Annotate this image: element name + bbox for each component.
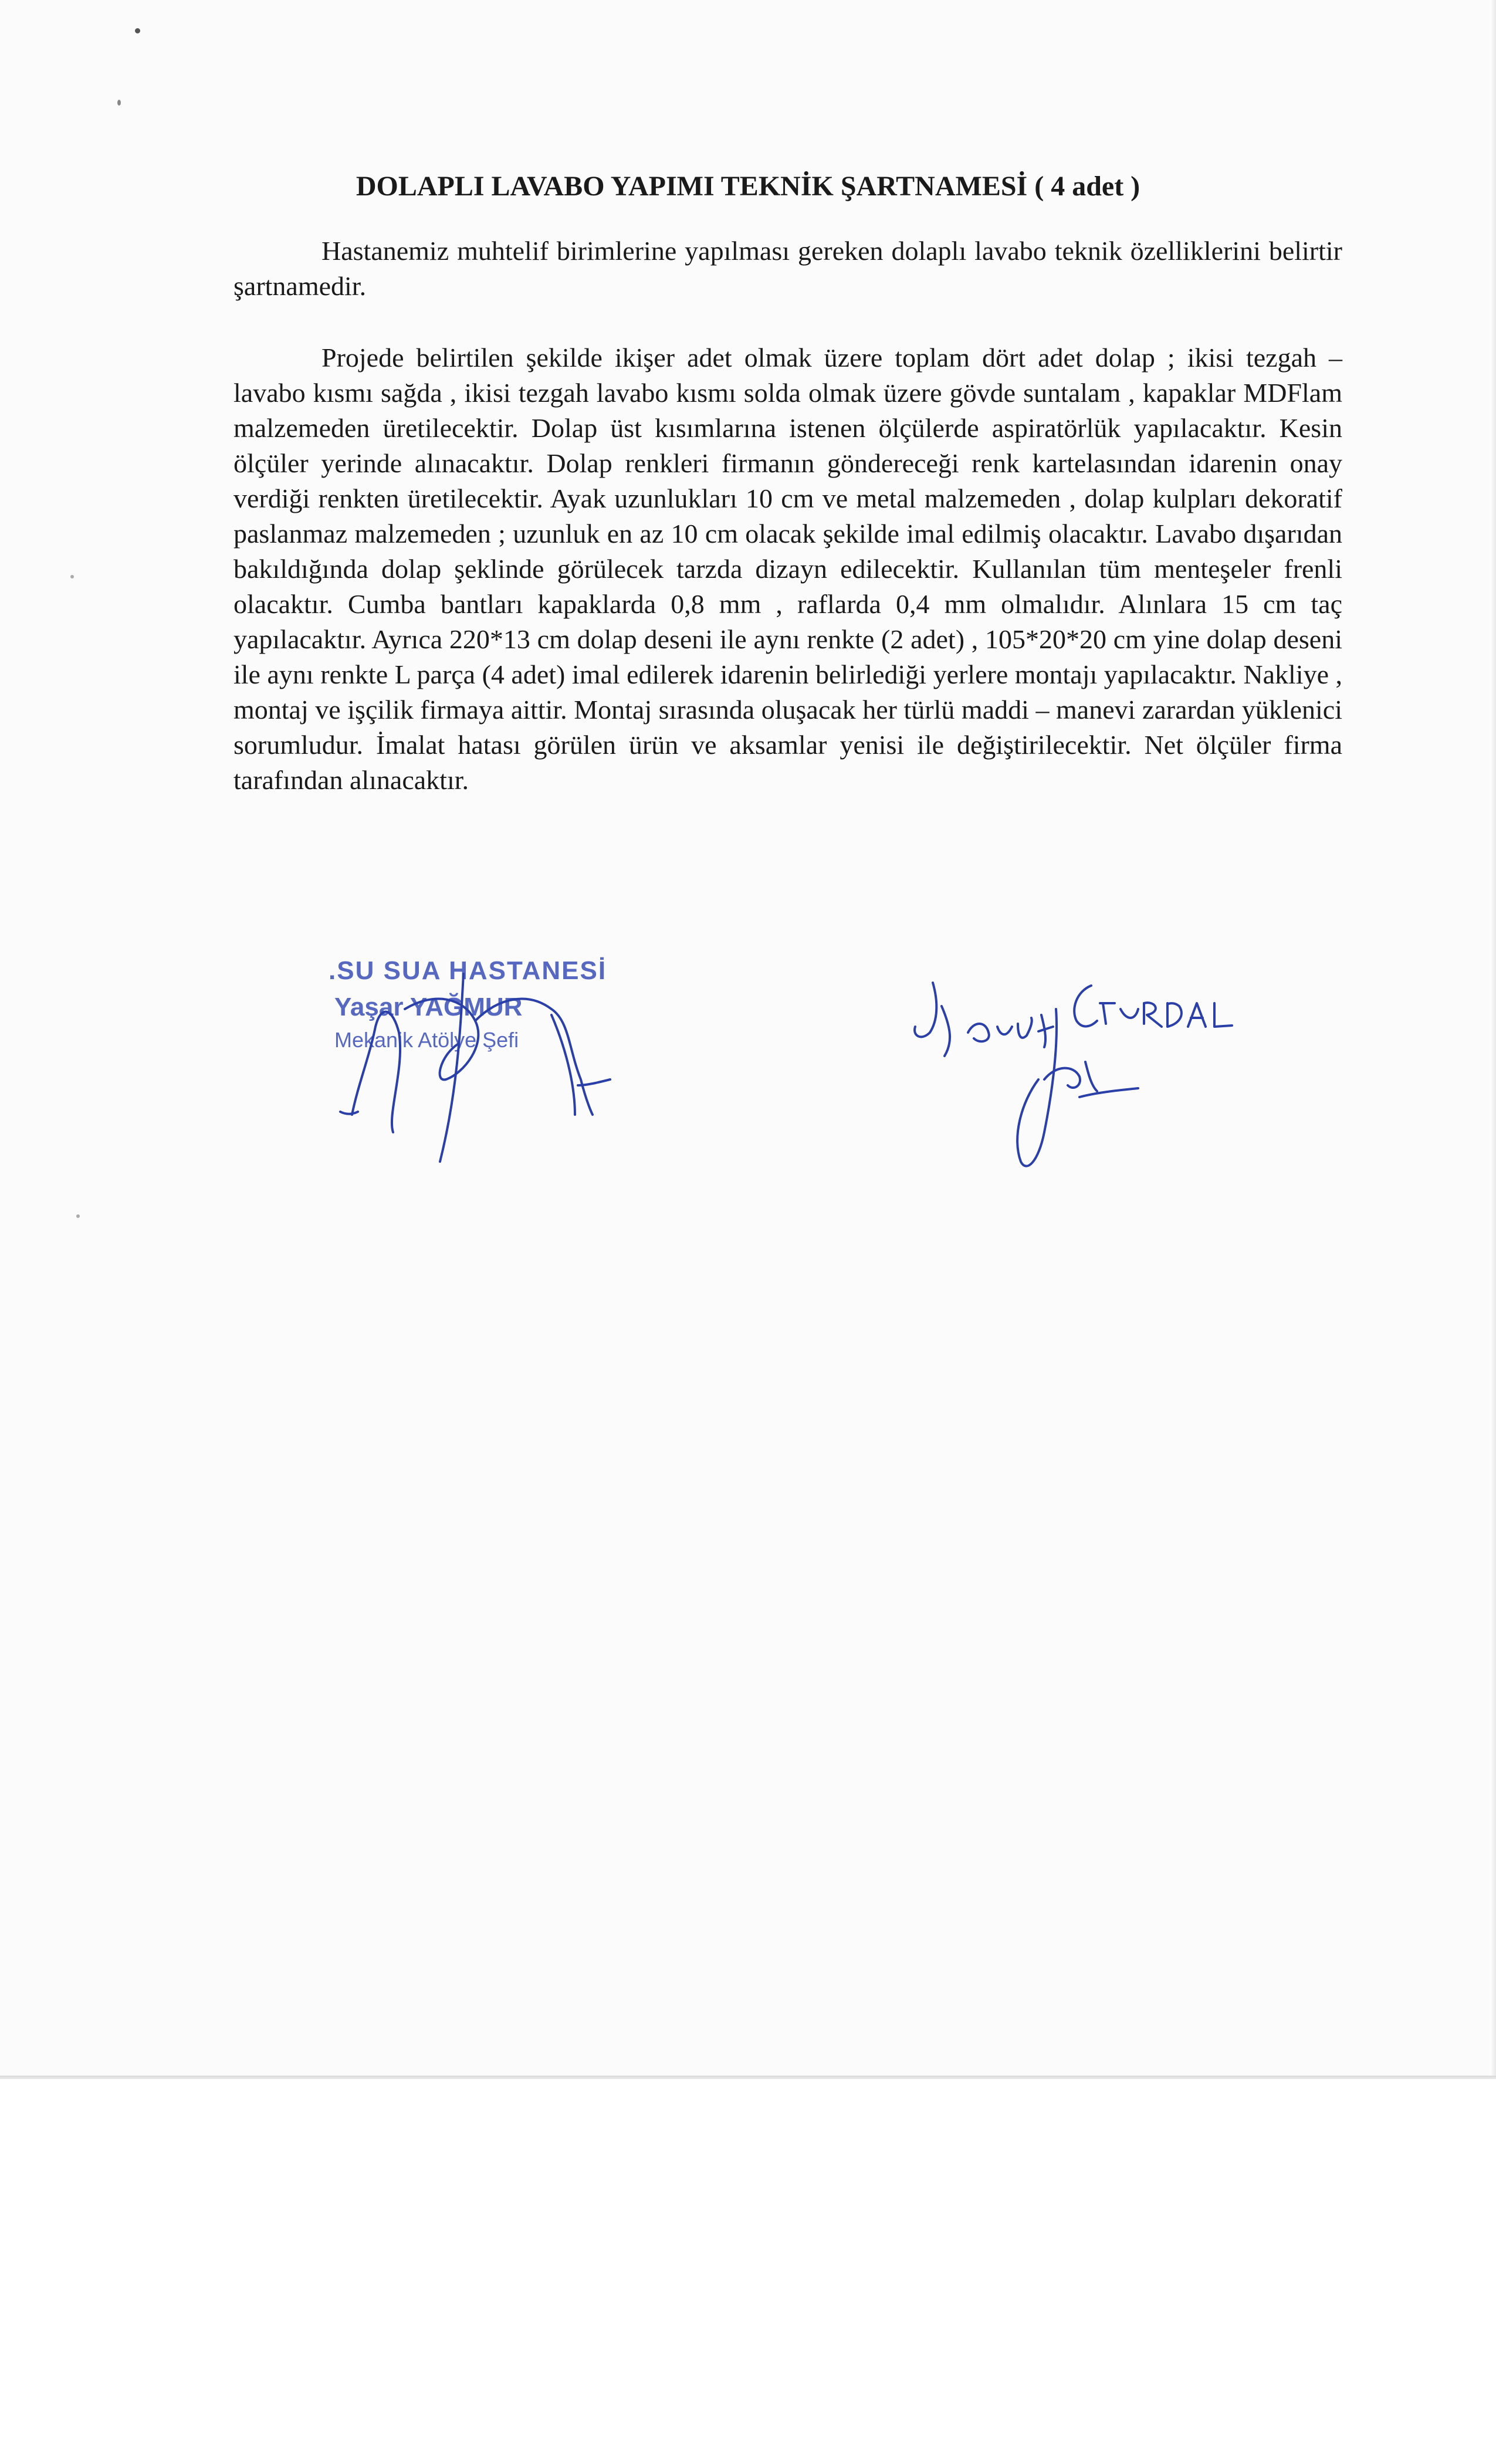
stamp-hospital-name: .SU SUA HASTANESİ: [329, 956, 607, 985]
right-signature-stroke: [1144, 1003, 1162, 1027]
scan-speck: [135, 28, 140, 33]
stamp-person-title: Mekanik Atölye Şefi: [334, 1028, 519, 1052]
scan-edge-bottom: [0, 2076, 1496, 2079]
document-title: DOLAPLI LAVABO YAPIMI TEKNİK ŞARTNAMESİ ( 4 adet ): [356, 171, 1140, 202]
right-signature-stroke: [915, 983, 936, 1037]
scan-speck: [76, 1214, 80, 1218]
scan-edge-right: [1490, 0, 1496, 2077]
left-signature-stroke: [440, 974, 463, 1162]
scan-speck: [117, 100, 121, 106]
handwritten-signatures: [317, 939, 1373, 1209]
left-signature-stroke: [340, 1112, 358, 1114]
right-signature-stroke: [1074, 986, 1097, 1026]
right-signature-stroke: [1214, 1003, 1232, 1027]
right-signature-stroke: [968, 1024, 989, 1041]
right-signature-stroke: [1167, 1003, 1182, 1027]
left-signature-stroke: [551, 1015, 575, 1115]
body-paragraph: Projede belirtilen şekilde ikişer adet olmak üzere toplam dört adet dolap ; ikisi tezgah – lavabo kısmı sağda , ikisi tezgah lavabo kısmı solda olmak üzere gövde suntalam , kapaklar MDFlam malzemeden üretilecektir. Dolap üst kısımlarına istenen ölçülerde aspiratörlük yapılacaktır. Kesin ölçüler yerinde alınacaktır. Dolap renkleri firmanın göndereceği renk kartelasından idarenin onay verdiği renkten üretilecektir. Ayak uzunlukları 10 cm ve metal malzemeden , dolap kulpları dekoratif paslanmaz malzemeden ; uzunluk en az 10 cm olacak şekilde imal edilmiş olacaktır. Lavabo dışarıdan bakıldığında dolap şeklinde görülecek tarzda dizayn edilecektir. Kullanılan tüm menteşeler frenli olacaktır. Cumba bantları kapaklarda 0,8 mm , raflarda 0,4 mm olmalıdır. Alınlara 15 cm taç yapılacaktır. Ayrıca 220*13 cm dolap deseni ile aynı renkte (2 adet) , 105*20*20 cm yine dolap deseni ile aynı renkte L parça (4 adet) imal edilerek idarenin belirlediği yerlere montajı yapılacaktır. Nakliye , montaj ve işçilik firmaya aittir. Montaj sırasında oluşacak her türlü maddi – manevi zarardan yüklenici sorumludur. İmalat hatası görülen ürün ve aksamlar yenisi ile değiştirilecektir. Net ölçüler firma tarafından alınacaktır.: [233, 343, 1342, 795]
right-signature-stroke: [1044, 1068, 1080, 1088]
signature-area: [317, 939, 1373, 1209]
right-signature-stroke: [997, 1027, 1012, 1034]
right-signature-stroke: [1085, 1062, 1097, 1091]
left-signature-stroke: [352, 1012, 400, 1132]
stamp-person-name: Yaşar YAĞMUR: [334, 993, 523, 1021]
intro-paragraph: Hastanemiz muhtelif birimlerine yapılması gereken dolaplı lavabo teknik özelliklerini belirtir şartnamedir.: [233, 236, 1342, 301]
scan-speck: [70, 575, 74, 578]
right-signature-stroke: [1038, 1015, 1053, 1047]
right-signature-stroke: [1188, 1003, 1206, 1027]
right-signature-stroke: [1121, 1009, 1138, 1018]
right-signature-stroke: [1018, 1018, 1032, 1038]
right-signature-stroke: [1079, 1088, 1138, 1097]
left-signature-stroke: [405, 999, 478, 1080]
right-signature-stroke: [1100, 1003, 1115, 1024]
right-signature-stroke: [942, 1006, 950, 1056]
right-signature-stroke: [1017, 1009, 1057, 1166]
